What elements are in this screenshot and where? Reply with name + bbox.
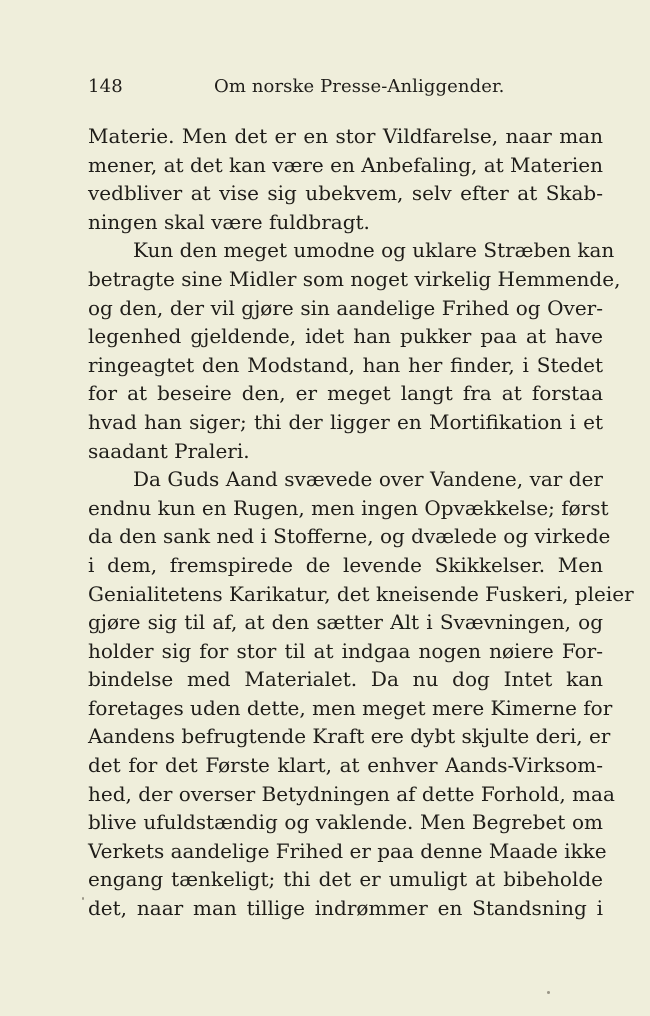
text-line: Kun den meget umodne og uklare Stræben kan	[133, 238, 615, 263]
text-line: hed, der overser Betydningen af dette Forhold, maa	[88, 781, 615, 806]
text-line: bindelse med Materialet. Da nu dog Intet kan	[88, 667, 603, 692]
body-text	[88, 122, 634, 923]
text-line: Genialitetens Karikatur, det kneisende Fuskeri, pleier	[88, 581, 634, 606]
text-line: da den sank ned i Stofferne, og dvælede og virkede	[88, 524, 611, 549]
paper-speck	[547, 991, 550, 994]
text-line: blive ufuldstændig og vaklende. Men Begrebet om	[88, 810, 603, 835]
text-line: saadant Praleri.	[88, 438, 250, 463]
text-line: ringeagtet den Modstand, han her finder, i Stedet	[88, 352, 603, 377]
text-line: holder sig for stor til at indgaa nogen nøiere For-	[88, 638, 603, 663]
text-line: i dem, fremspirede de levende Skikkelser. Men	[88, 552, 603, 577]
text-line: og den, der vil gjøre sin aandelige Frihed og Over-	[88, 295, 603, 320]
paper-speck	[82, 897, 84, 900]
page-header	[88, 76, 603, 102]
text-line: ningen skal være fuldbragt.	[88, 209, 370, 234]
text-line: foretages uden dette, men meget mere Kimerne for	[88, 695, 613, 720]
text-line: legenhed gjeldende, idet han pukker paa at have	[88, 324, 603, 349]
text-line: Materie. Men det er en stor Vildfarelse, naar man	[88, 124, 603, 148]
page-number: 148	[88, 76, 123, 97]
text-line: for at beseire den, er meget langt fra at forstaa	[88, 381, 603, 406]
text-line: endnu kun en Rugen, men ingen Opvækkelse; først	[88, 495, 609, 520]
text-line: engang tænkeligt; thi det er umuligt at bibeholde	[88, 867, 603, 892]
text-line: mener, at det kan være en Anbefaling, at Materien	[88, 152, 603, 177]
text-line: Verkets aandelige Frihed er paa denne Maade ikke	[88, 838, 607, 863]
text-line: Aandens befrugtende Kraft ere dybt skjulte deri, er	[88, 724, 611, 749]
text-line: gjøre sig til af, at den sætter Alt i Svævningen, og	[88, 610, 603, 635]
running-title: Om norske Presse-Anliggender.	[214, 76, 505, 97]
text-line: hvad han siger; thi der ligger en Mortifikation i et	[88, 409, 603, 434]
text-line: vedbliver at vise sig ubekvem, selv efter at Skab-	[88, 181, 603, 206]
text-line: betragte sine Midler som noget virkelig Hemmende,	[88, 266, 621, 291]
text-line: Da Guds Aand svævede over Vandene, var der	[133, 467, 603, 492]
text-line: det for det Første klart, at enhver Aands-Virksom-	[88, 753, 603, 778]
text-line: det, naar man tillige indrømmer en Standsning i	[88, 896, 603, 921]
